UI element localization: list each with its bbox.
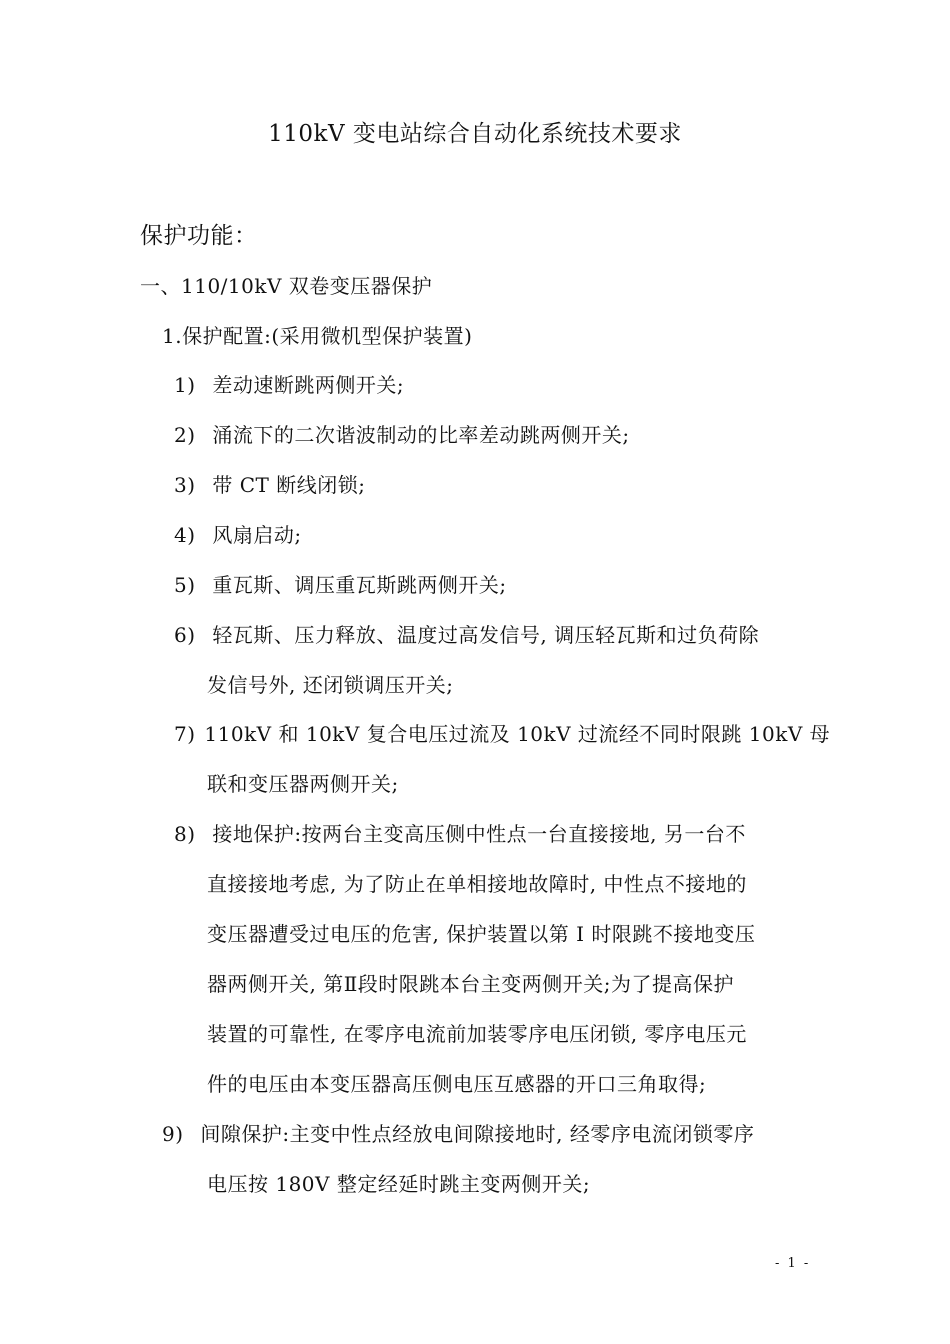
item-number: 6) bbox=[174, 623, 196, 647]
section-heading: 保护功能： bbox=[140, 223, 258, 249]
item-number: 8) bbox=[174, 822, 196, 846]
list-item bbox=[174, 720, 830, 748]
part-heading: 一、110/10kV 双卷变压器保护 bbox=[140, 274, 433, 298]
item-text-continued: 变压器遭受过电压的危害, 保护装置以第 I 时限跳不接地变压 bbox=[207, 922, 756, 946]
item-text-continued: 件的电压由本变压器高压侧电压互感器的开口三角取得; bbox=[207, 1072, 707, 1096]
page-number: - 1 - bbox=[775, 1256, 811, 1271]
item-number: 9) bbox=[162, 1122, 184, 1146]
item-text: 接地保护:按两台主变高压侧中性点一台直接接地, 另一台不 bbox=[212, 822, 746, 846]
item-text-continued: 电压按 180V 整定经延时跳主变两侧开关; bbox=[207, 1172, 591, 1196]
item-number: 3) bbox=[174, 473, 196, 497]
list-item bbox=[174, 571, 507, 599]
item-text-continued: 器两侧开关, 第Ⅱ段时限跳本台主变两侧开关;为了提高保护 bbox=[207, 972, 735, 996]
item-number: 5) bbox=[174, 573, 196, 597]
list-item bbox=[174, 521, 302, 549]
item-text: 间隙保护:主变中性点经放电间隙接地时, 经零序电流闭锁零序 bbox=[200, 1122, 755, 1146]
item-number: 4) bbox=[174, 523, 196, 547]
document-title: 110kV 变电站综合自动化系统技术要求 bbox=[268, 121, 682, 147]
item-text-continued: 发信号外, 还闭锁调压开关; bbox=[207, 673, 454, 697]
list-item bbox=[174, 371, 404, 399]
item-text: 差动速断跳两侧开关; bbox=[212, 373, 405, 397]
list-item bbox=[174, 621, 759, 649]
list-item bbox=[174, 820, 746, 848]
item-text: 重瓦斯、调压重瓦斯跳两侧开关; bbox=[212, 573, 507, 597]
item-number: 2) bbox=[174, 423, 196, 447]
item-number: 1) bbox=[174, 373, 196, 397]
sub-heading: 1.保护配置:(采用微机型保护装置) bbox=[162, 324, 473, 348]
list-item bbox=[174, 421, 630, 449]
item-text: 轻瓦斯、压力释放、温度过高发信号, 调压轻瓦斯和过负荷除 bbox=[212, 623, 760, 647]
item-text: 涌流下的二次谐波制动的比率差动跳两侧开关; bbox=[212, 423, 630, 447]
item-text-continued: 装置的可靠性, 在零序电流前加装零序电压闭锁, 零序电压元 bbox=[207, 1022, 747, 1046]
list-item bbox=[162, 1120, 754, 1148]
item-text: 带 CT 断线闭锁; bbox=[212, 473, 366, 497]
list-item bbox=[174, 471, 366, 499]
item-text: 110kV 和 10kV 复合电压过流及 10kV 过流经不同时限跳 10kV 母 bbox=[204, 722, 831, 746]
item-text: 风扇启动; bbox=[212, 523, 302, 547]
item-text-continued: 直接接地考虑, 为了防止在单相接地故障时, 中性点不接地的 bbox=[207, 872, 747, 896]
item-text-continued: 联和变压器两侧开关; bbox=[207, 772, 399, 796]
item-number: 7) bbox=[174, 722, 196, 746]
